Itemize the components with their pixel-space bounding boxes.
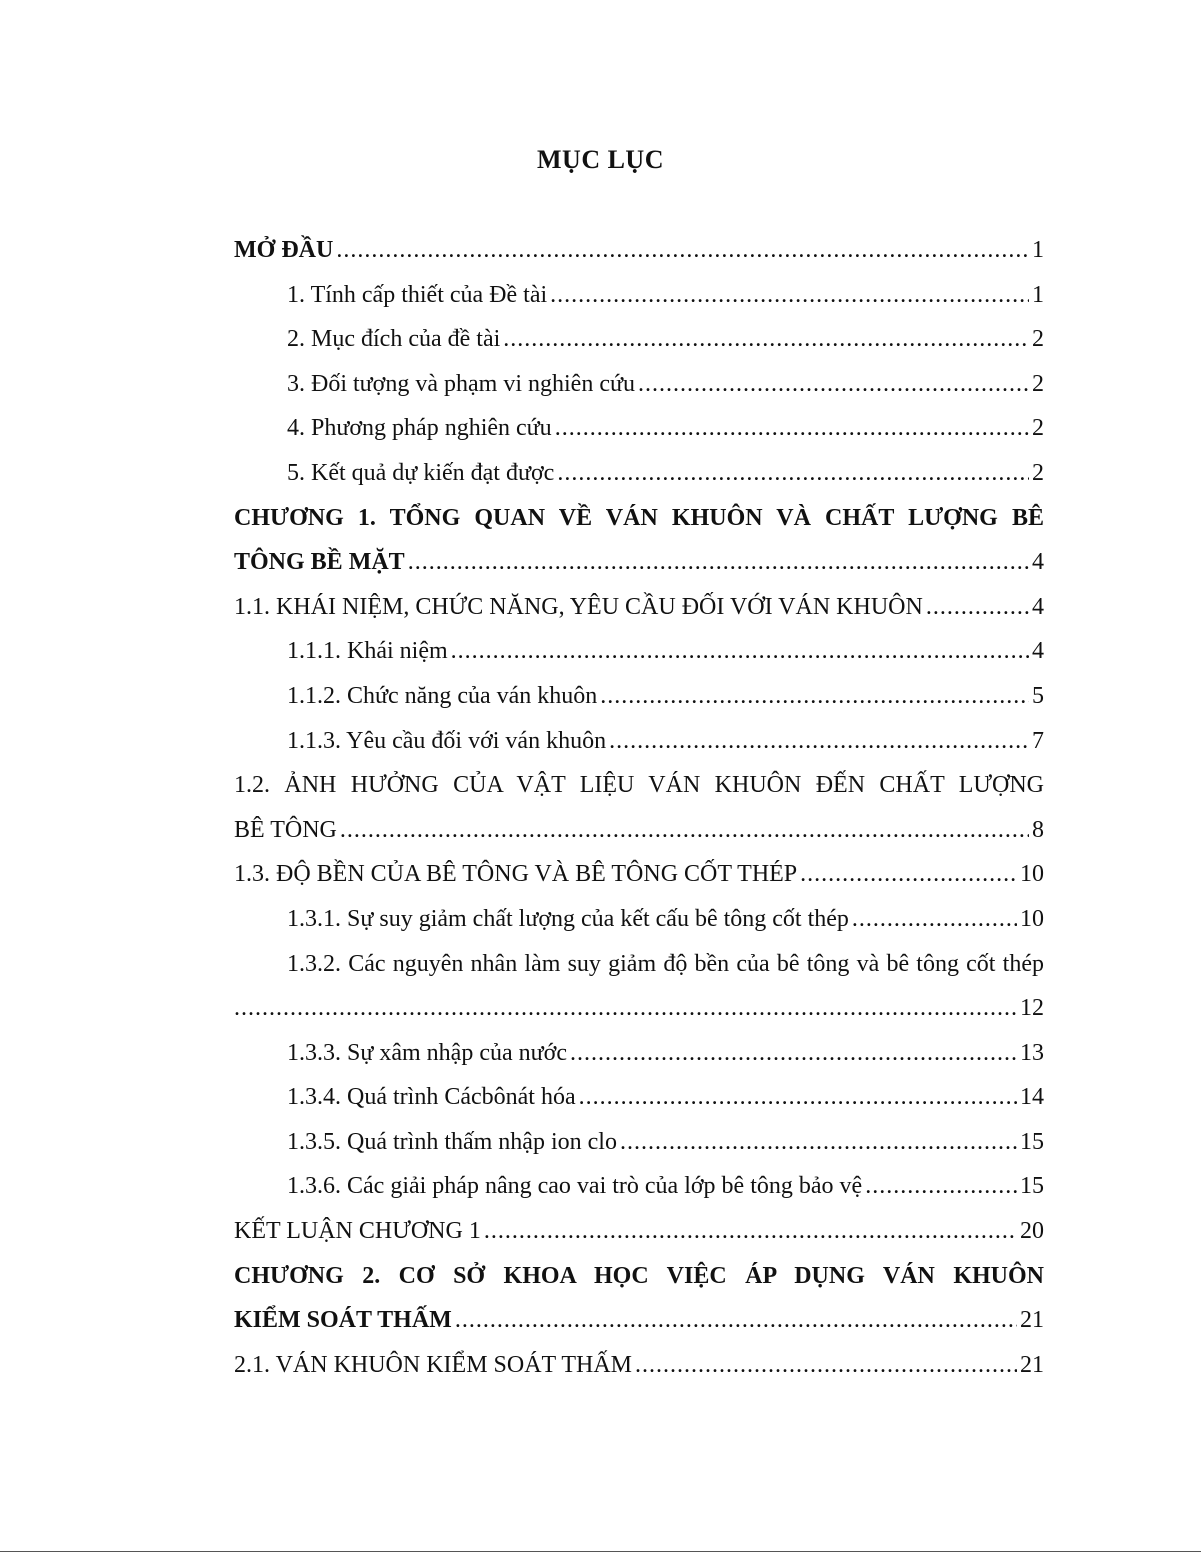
- toc-entry-page: 2: [1032, 459, 1044, 486]
- toc-entry-page: 1: [1032, 237, 1044, 263]
- leader-dots: [609, 719, 1029, 764]
- toc-entry-chapter-1-cont[interactable]: [234, 540, 1044, 585]
- toc-entry[interactable]: [234, 406, 1044, 451]
- toc-entry-label-line2: TÔNG BỀ MẶT: [234, 549, 405, 576]
- toc-entry-label: 1.3.3. Sự xâm nhập của nước: [287, 1039, 567, 1066]
- toc-entry-label: 3. Đối tượng và phạm vi nghiên cứu: [287, 370, 635, 397]
- toc-entry-label-line2: KIỂM SOÁT THẤM: [234, 1307, 452, 1334]
- table-of-contents: [234, 228, 1044, 1387]
- toc-entry-section-1-3[interactable]: [234, 852, 1044, 897]
- toc-entry-label: 1.1. KHÁI NIỆM, CHỨC NĂNG, YÊU CẦU ĐỐI VỚI VÁN KHUÔN: [234, 593, 923, 620]
- toc-entry-page: 4: [1032, 638, 1044, 665]
- toc-entry-label: 1.1.1. Khái niệm: [287, 638, 448, 665]
- toc-entry[interactable]: [234, 1075, 1044, 1120]
- toc-entry-page: 10: [1020, 861, 1044, 888]
- toc-entry-section-1-1[interactable]: [234, 585, 1044, 630]
- toc-entry-page: 2: [1032, 415, 1044, 442]
- toc-entry-page: 21: [1020, 1351, 1044, 1378]
- leader-dots: [484, 1209, 1017, 1254]
- leader-dots: [600, 674, 1029, 719]
- toc-entry[interactable]: [234, 942, 1044, 987]
- toc-entry-chapter-2[interactable]: [234, 1254, 1044, 1299]
- toc-entry-label: 1.3.5. Quá trình thấm nhập ion clo: [287, 1128, 617, 1155]
- toc-entry-label-line2: BÊ TÔNG: [234, 816, 337, 843]
- toc-entry-page: 4: [1032, 593, 1044, 620]
- toc-entry-section-1-2[interactable]: [234, 763, 1044, 808]
- leader-dots: [234, 986, 1017, 1031]
- toc-entry-label-line1: CHƯƠNG 1. TỔNG QUAN VỀ VÁN KHUÔN VÀ CHẤT LƯỢNG BÊ: [234, 504, 1044, 531]
- toc-entry-chapter-1-conclusion[interactable]: [234, 1209, 1044, 1254]
- toc-entry-page: 12: [1020, 995, 1044, 1022]
- leader-dots: [852, 897, 1017, 942]
- leader-dots: [800, 852, 1017, 897]
- toc-entry[interactable]: [234, 362, 1044, 407]
- toc-entry-section-1-2-cont[interactable]: [234, 808, 1044, 853]
- toc-entry-page: 20: [1020, 1218, 1044, 1245]
- toc-entry-section-2-1[interactable]: [234, 1343, 1044, 1388]
- toc-entry-label: 5. Kết quả dự kiến đạt được: [287, 459, 555, 486]
- toc-entry-label: 1. Tính cấp thiết của Đề tài: [287, 281, 548, 308]
- leader-dots: [638, 362, 1029, 407]
- toc-entry-label: 2.1. VÁN KHUÔN KIỂM SOÁT THẤM: [234, 1351, 633, 1378]
- toc-entry-label: 1.3.4. Quá trình Cácbônát hóa: [287, 1084, 576, 1111]
- toc-entry-label: 1.1.3. Yêu cầu đối với ván khuôn: [287, 727, 607, 754]
- toc-entry-label-line1: 1.2. ẢNH HƯỞNG CỦA VẬT LIỆU VÁN KHUÔN ĐẾN CHẤT LƯỢNG: [234, 772, 1044, 799]
- page-bottom-border: [0, 1551, 1201, 1552]
- toc-entry-page: 7: [1032, 727, 1044, 754]
- toc-entry-label: 1.3.6. Các giải pháp nâng cao vai trò của lớp bê tông bảo vệ: [287, 1173, 863, 1200]
- leader-dots: [550, 273, 1029, 318]
- toc-entry[interactable]: [234, 897, 1044, 942]
- toc-entry[interactable]: [234, 317, 1044, 362]
- toc-entry-label: 1.3.1. Sự suy giảm chất lượng của kết cấu bê tông cốt thép: [287, 905, 849, 932]
- leader-dots: [620, 1120, 1017, 1165]
- toc-entry-intro[interactable]: [234, 228, 1044, 273]
- toc-entry-page: 2: [1032, 370, 1044, 397]
- leader-dots: [865, 1164, 1017, 1209]
- leader-dots: [570, 1031, 1017, 1076]
- toc-entry-chapter-2-cont[interactable]: [234, 1298, 1044, 1343]
- toc-entry-page: 10: [1020, 905, 1044, 932]
- toc-entry-page: 14: [1020, 1084, 1044, 1111]
- toc-entry-page: 8: [1032, 816, 1044, 843]
- leader-dots: [451, 629, 1029, 674]
- page-title: MỤC LỤC: [537, 145, 664, 174]
- toc-entry[interactable]: [234, 1031, 1044, 1076]
- toc-entry[interactable]: [234, 674, 1044, 719]
- toc-entry[interactable]: [234, 1120, 1044, 1165]
- toc-entry[interactable]: [234, 1164, 1044, 1209]
- leader-dots: [926, 585, 1029, 630]
- toc-entry-page: 13: [1020, 1039, 1044, 1066]
- toc-entry-label: 1.1.2. Chức năng của ván khuôn: [287, 682, 598, 709]
- toc-entry-chapter-1[interactable]: [234, 496, 1044, 541]
- toc-entry-label: 2. Mục đích của đề tài: [287, 326, 501, 353]
- toc-entry-label: 1.3. ĐỘ BỀN CỦA BÊ TÔNG VÀ BÊ TÔNG CỐT THÉP: [234, 861, 798, 888]
- leader-dots: [635, 1343, 1017, 1388]
- toc-entry[interactable]: [234, 273, 1044, 318]
- toc-entry-label: KẾT LUẬN CHƯƠNG 1: [234, 1218, 481, 1245]
- leader-dots: [340, 808, 1029, 853]
- toc-entry-label: 4. Phương pháp nghiên cứu: [287, 415, 552, 442]
- toc-entry-page: 15: [1020, 1173, 1044, 1200]
- leader-dots: [579, 1075, 1017, 1120]
- toc-entry-page: 4: [1032, 549, 1044, 576]
- toc-entry-page: 5: [1032, 682, 1044, 709]
- toc-entry-page: 1: [1032, 281, 1044, 308]
- leader-dots: [336, 228, 1029, 273]
- toc-entry-label-line1: 1.3.2. Các nguyên nhân làm suy giảm độ bền của bê tông và bê tông cốt thép: [287, 950, 1044, 977]
- toc-entry-cont[interactable]: [234, 986, 1044, 1031]
- leader-dots: [408, 540, 1029, 585]
- toc-entry[interactable]: [234, 629, 1044, 674]
- toc-entry-page: 21: [1020, 1307, 1044, 1334]
- toc-entry-label-line1: CHƯƠNG 2. CƠ SỞ KHOA HỌC VIỆC ÁP DỤNG VÁN KHUÔN: [234, 1262, 1044, 1289]
- leader-dots: [503, 317, 1029, 362]
- toc-entry[interactable]: [234, 451, 1044, 496]
- toc-entry-page: 15: [1020, 1128, 1044, 1155]
- leader-dots: [455, 1298, 1017, 1343]
- toc-entry-page: 2: [1032, 326, 1044, 353]
- toc-entry-label: MỞ ĐẦU: [234, 237, 334, 263]
- toc-entry[interactable]: [234, 719, 1044, 764]
- leader-dots: [555, 406, 1029, 451]
- leader-dots: [557, 451, 1029, 496]
